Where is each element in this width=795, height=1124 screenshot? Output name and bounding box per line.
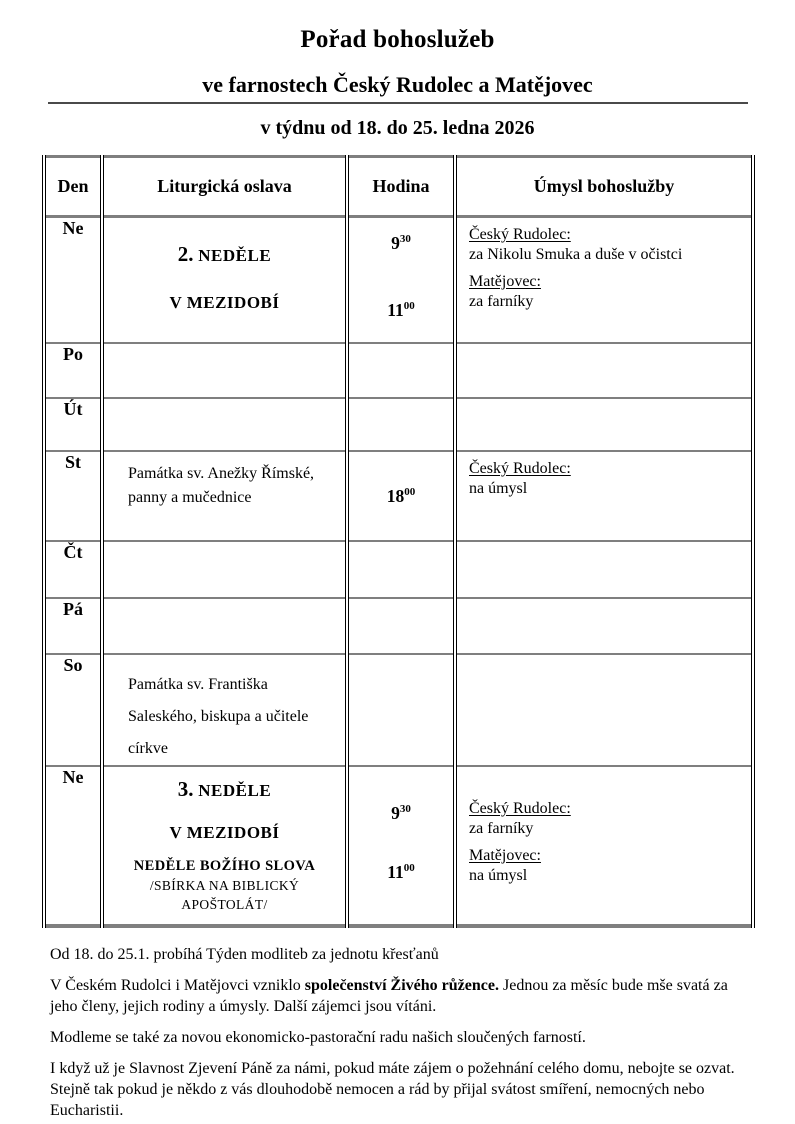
parish-name: Matějovec: (469, 273, 541, 290)
celebration-number: 3. (177, 776, 194, 801)
intention-block (469, 273, 743, 311)
day-cell: So (44, 654, 102, 766)
day-cell: Po (44, 343, 102, 398)
note-house-blessing: I když už je Slavnost Zjevení Páně za námi, pokud máte zájem o požehnání celého domu, nebojte se ozvat. Stejně tak pokud je někdo z vás dlouhodobě nemocen a rád by přijal svátost smíření, nemocných nebo Eucharistii. (50, 1059, 735, 1120)
celebration-text: Památka sv. Františka Saleského, biskupa a učitele církve (128, 675, 309, 757)
day-cell: Pá (44, 598, 102, 654)
column-header-umysl: Úmysl bohoslužby (455, 157, 753, 217)
table-row-sunday-2 (44, 766, 753, 926)
table-row-tuesday (44, 398, 753, 451)
collection-note: APOŠTOLÁT/ (181, 896, 268, 912)
celebration-cell (102, 451, 347, 541)
celebration-line (104, 777, 345, 802)
footer-notes (50, 944, 757, 1122)
celebration-cell-empty (102, 541, 347, 598)
celebration-cell-empty (102, 598, 347, 654)
note-pastoral-council: Modleme se také za novou ekonomicko-pastorační radu našich sloučených farností. (50, 1028, 586, 1046)
celebration-cell (102, 217, 347, 343)
intention-text: na úmysl (469, 866, 528, 884)
subtitle-rule (48, 72, 748, 104)
living-rosary-bold: společenství Živého růžence. (304, 976, 499, 994)
document-header (0, 0, 795, 140)
week-range: v týdnu od 18. do 25. ledna 2026 (260, 117, 535, 139)
document-title: Pořad bohoslužeb (300, 26, 495, 53)
schedule-table (42, 155, 755, 928)
hour-cell (347, 451, 455, 541)
hour-cell (347, 217, 455, 343)
day-cell: Ne (44, 766, 102, 926)
mass-time: $18^{00}$ (386, 485, 416, 506)
parish-name: Český Rudolec: (469, 226, 571, 243)
intention-cell-empty (455, 654, 753, 766)
intention-cell-empty (455, 598, 753, 654)
intention-block (469, 226, 743, 264)
celebration-cell (102, 766, 347, 926)
table-row-thursday (44, 541, 753, 598)
intention-text: za farníky (469, 819, 534, 837)
mass-time: $11^{00}$ (387, 300, 415, 320)
table-row-monday (44, 343, 753, 398)
column-header-liturgicka-oslava: Liturgická oslava (102, 157, 347, 217)
intention-block (469, 847, 743, 885)
hour-cell-empty (347, 598, 455, 654)
day-cell: St (44, 451, 102, 541)
day-cell: Čt (44, 541, 102, 598)
day-cell: Út (44, 398, 102, 451)
intention-text: na úmysl (469, 479, 528, 497)
celebration-cell (102, 654, 347, 766)
parish-name: Matějovec: (469, 846, 541, 864)
intention-block (469, 800, 743, 838)
intention-text: za farníky (469, 293, 534, 310)
table-row-wednesday (44, 451, 753, 541)
hour-cell-empty (347, 398, 455, 451)
parish-name: Český Rudolec: (469, 799, 571, 817)
column-header-den: Den (44, 157, 102, 217)
hour-cell-empty (347, 343, 455, 398)
hour-cell-empty (347, 541, 455, 598)
collection-note: /SBÍRKA NA BIBLICKÝ (149, 877, 300, 893)
celebration-number: 2. (177, 242, 194, 266)
intention-cell (455, 766, 753, 926)
parish-name: Český Rudolec: (469, 459, 571, 477)
intention-text: za Nikolu Smuka a duše v očistci (469, 246, 683, 263)
intention-block (469, 460, 743, 498)
celebration-subtitle: NEDĚLE BOŽÍHO SLOVA (133, 857, 316, 874)
table-row-sunday-1 (44, 217, 753, 343)
mass-time: $9^{30}$ (391, 802, 411, 823)
intention-cell (455, 217, 753, 343)
intention-cell-empty (455, 343, 753, 398)
day-cell: Ne (44, 217, 102, 343)
celebration-line: V MEZIDOBÍ (169, 293, 280, 312)
celebration-cell-empty (102, 343, 347, 398)
note-living-rosary: V Českém Rudolci i Matějovci vzniklo společenství Živého růžence. Jednou za měsíc bude mše svatá za jeho členy, jejich rodiny a úmysly. Další zájemci jsou vítáni. (50, 976, 728, 1015)
column-header-hodina: Hodina (347, 157, 455, 217)
intention-cell-empty (455, 541, 753, 598)
celebration-title: NEDĚLE (198, 780, 272, 800)
hour-cell (347, 766, 455, 926)
table-header-row (44, 157, 753, 217)
hour-cell-empty (347, 654, 455, 766)
intention-cell-empty (455, 398, 753, 451)
table-row-friday (44, 598, 753, 654)
mass-time: $9^{30}$ (391, 233, 411, 253)
celebration-title: NEDĚLE (198, 246, 272, 265)
mass-time: $11^{00}$ (387, 861, 415, 882)
celebration-line: V MEZIDOBÍ (169, 822, 280, 842)
celebration-cell-empty (102, 398, 347, 451)
document-subtitle: ve farnostech Český Rudolec a Matějovec (202, 72, 593, 97)
intention-cell (455, 451, 753, 541)
table-row-saturday (44, 654, 753, 766)
celebration-text: Památka sv. Anežky Římské, panny a mučednice (128, 464, 315, 507)
celebration-line (104, 242, 345, 267)
note-week-of-prayer: Od 18. do 25.1. probíhá Týden modliteb za jednotu křesťanů (50, 945, 439, 963)
